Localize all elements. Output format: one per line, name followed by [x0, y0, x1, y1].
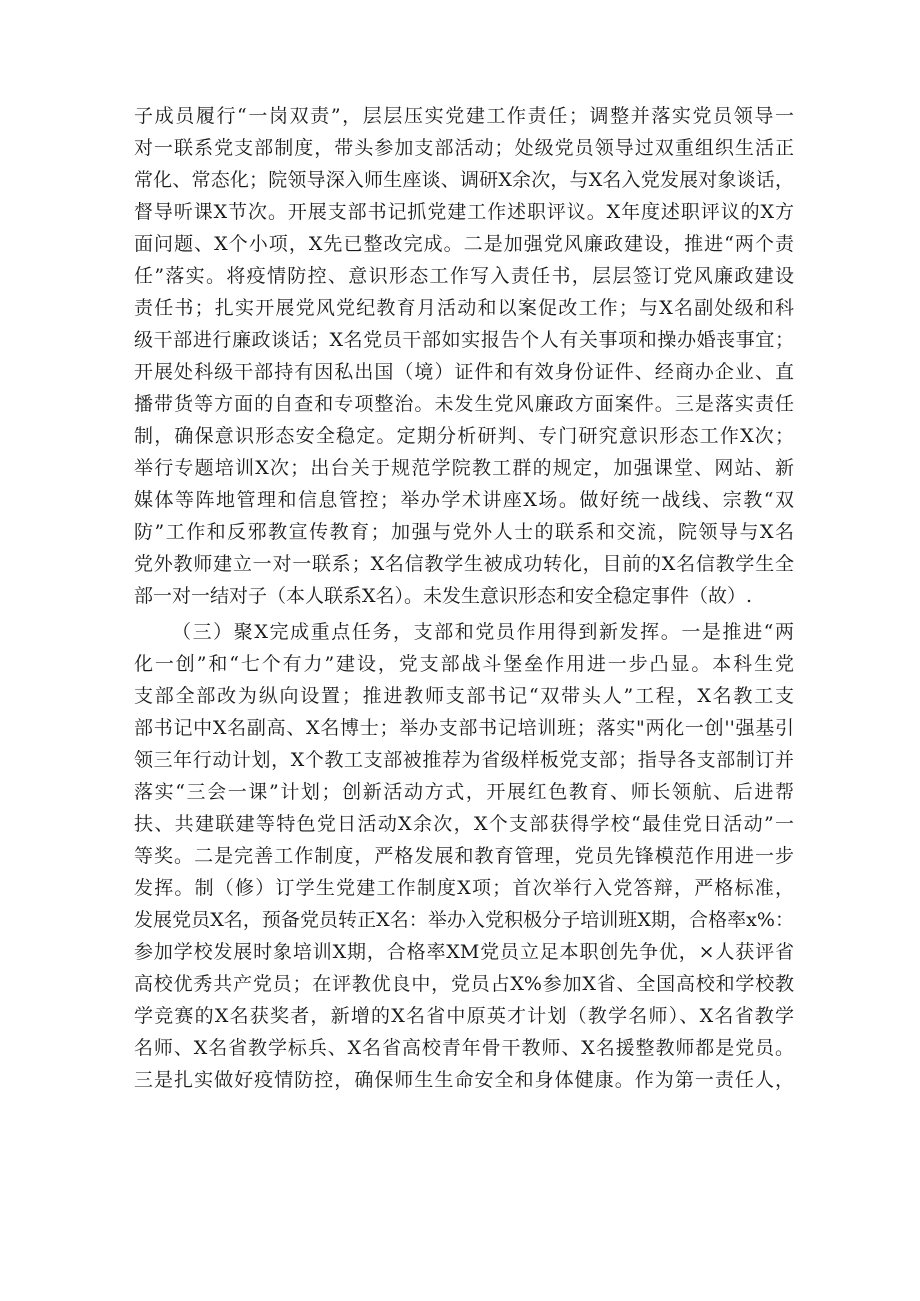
text-line: 开展处科级干部持有因私出国（境）证件和有效身份证件、经商办企业、直 [134, 361, 794, 383]
text-line: 督导听课X节次。开展支部书记抓党建工作述职评议。X年度述职评议的X方 [134, 201, 794, 223]
text-line: 媒体等阵地管理和信息管控；举办学术讲座X场。做好统一战线、宗教“双 [134, 489, 794, 511]
text-line: 部书记中X名副高、X名博士；举办支部书记培训班；落实"两化一创''强基引 [134, 717, 794, 739]
text-line: 责任书；扎实开展党风党纪教育月活动和以案促改工作；与X名副处级和科 [134, 297, 794, 319]
paragraph-heading-line: （三）聚X完成重点任务，支部和党员作用得到新发挥。一是推进“两 [172, 621, 794, 643]
text-line: 等奖。二是完善工作制度，严格发展和教育管理，党员先锋模范作用进一步 [134, 845, 794, 867]
text-line: 参加学校发展时象培训X期，合格率XM党员立足本职创先争优，×人获评省 [134, 941, 794, 963]
document-page [134, 100, 794, 1096]
text-line: 领三年行动计划，X个教工支部被推荐为省级样板党支部；指导各支部制订并 [134, 749, 794, 771]
text-line: 防”工作和反邪教宣传教育；加强与党外人士的联系和交流，院领导与X名 [134, 521, 794, 543]
text-line: 落实“三会一课”计划；创新活动方式，开展红色教育、师长领航、后进帮 [134, 781, 794, 803]
text-line: 党外教师建立一对一联系；X名信教学生被成功转化，目前的X名信教学生全 [134, 553, 794, 575]
text-line: 制，确保意识形态安全稳定。定期分析研判、专门研究意识形态工作X次； [134, 425, 794, 447]
text-line: 级干部进行廉政谈话；X名党员干部如实报告个人有关事项和操办婚丧事宜； [134, 329, 794, 351]
text-line: 支部全部改为纵向设置；推进教师支部书记“双带头人”工程，X名教工支 [134, 685, 794, 707]
paragraph-party-building-responsibility [134, 100, 794, 612]
text-line: 举行专题培训X次；出台关于规范学院教工群的规定，加强课堂、网站、新 [134, 457, 794, 479]
text-line: 部一对一结对子（本人联系X名）。未发生意识形态和安全稳定事件（故）. [134, 585, 753, 607]
text-line: 化一创”和“七个有力”建设，党支部战斗堡垒作用进一步凸显。本科生党 [134, 653, 794, 675]
text-line: 学竞赛的X名获奖者，新增的X名省中原英才计划（教学名师）、X名省教学 [134, 1005, 794, 1027]
text-line: 常化、常态化；院领导深入师生座谈、调研X余次，与X名入党发展对象谈话， [134, 169, 794, 191]
text-line: 三是扎实做好疫情防控，确保师生生命安全和身体健康。作为第一责任人， [134, 1069, 794, 1091]
paragraph-key-tasks [134, 616, 794, 1096]
text-line: 高校优秀共产党员；在评教优良中，党员占X%参加X省、全国高校和学校教 [134, 973, 794, 995]
text-line: 发挥。制（修）订学生党建工作制度X项；首次举行入党答辩，严格标准， [134, 877, 794, 899]
text-line: 扶、共建联建等特色党日活动X余次，X个支部获得学校“最佳党日活动”一 [134, 813, 794, 835]
text-line: 对一联系党支部制度，带头参加支部活动；处级党员领导过双重组织生活正 [134, 137, 794, 159]
text-line: 子成员履行“一岗双责”，层层压实党建工作责任；调整并落实党员领导一 [134, 105, 794, 127]
text-line: 面问题、X个小项，X先已整改完成。二是加强党风廉政建设，推进“两个责 [134, 233, 794, 255]
text-line: 名师、X名省教学标兵、X名省高校青年骨干教师、X名援整教师都是党员。 [134, 1037, 794, 1059]
text-line: 播带货等方面的自查和专项整治。未发生党风廉政方面案件。三是落实责任 [134, 393, 794, 415]
text-line: 发展党员X名，预备党员转正X名：举办入党积极分子培训班X期，合格率x%： [134, 909, 794, 931]
text-line: 任”落实。将疫情防控、意识形态工作写入责任书，层层签订党风廉政建设 [134, 265, 794, 287]
